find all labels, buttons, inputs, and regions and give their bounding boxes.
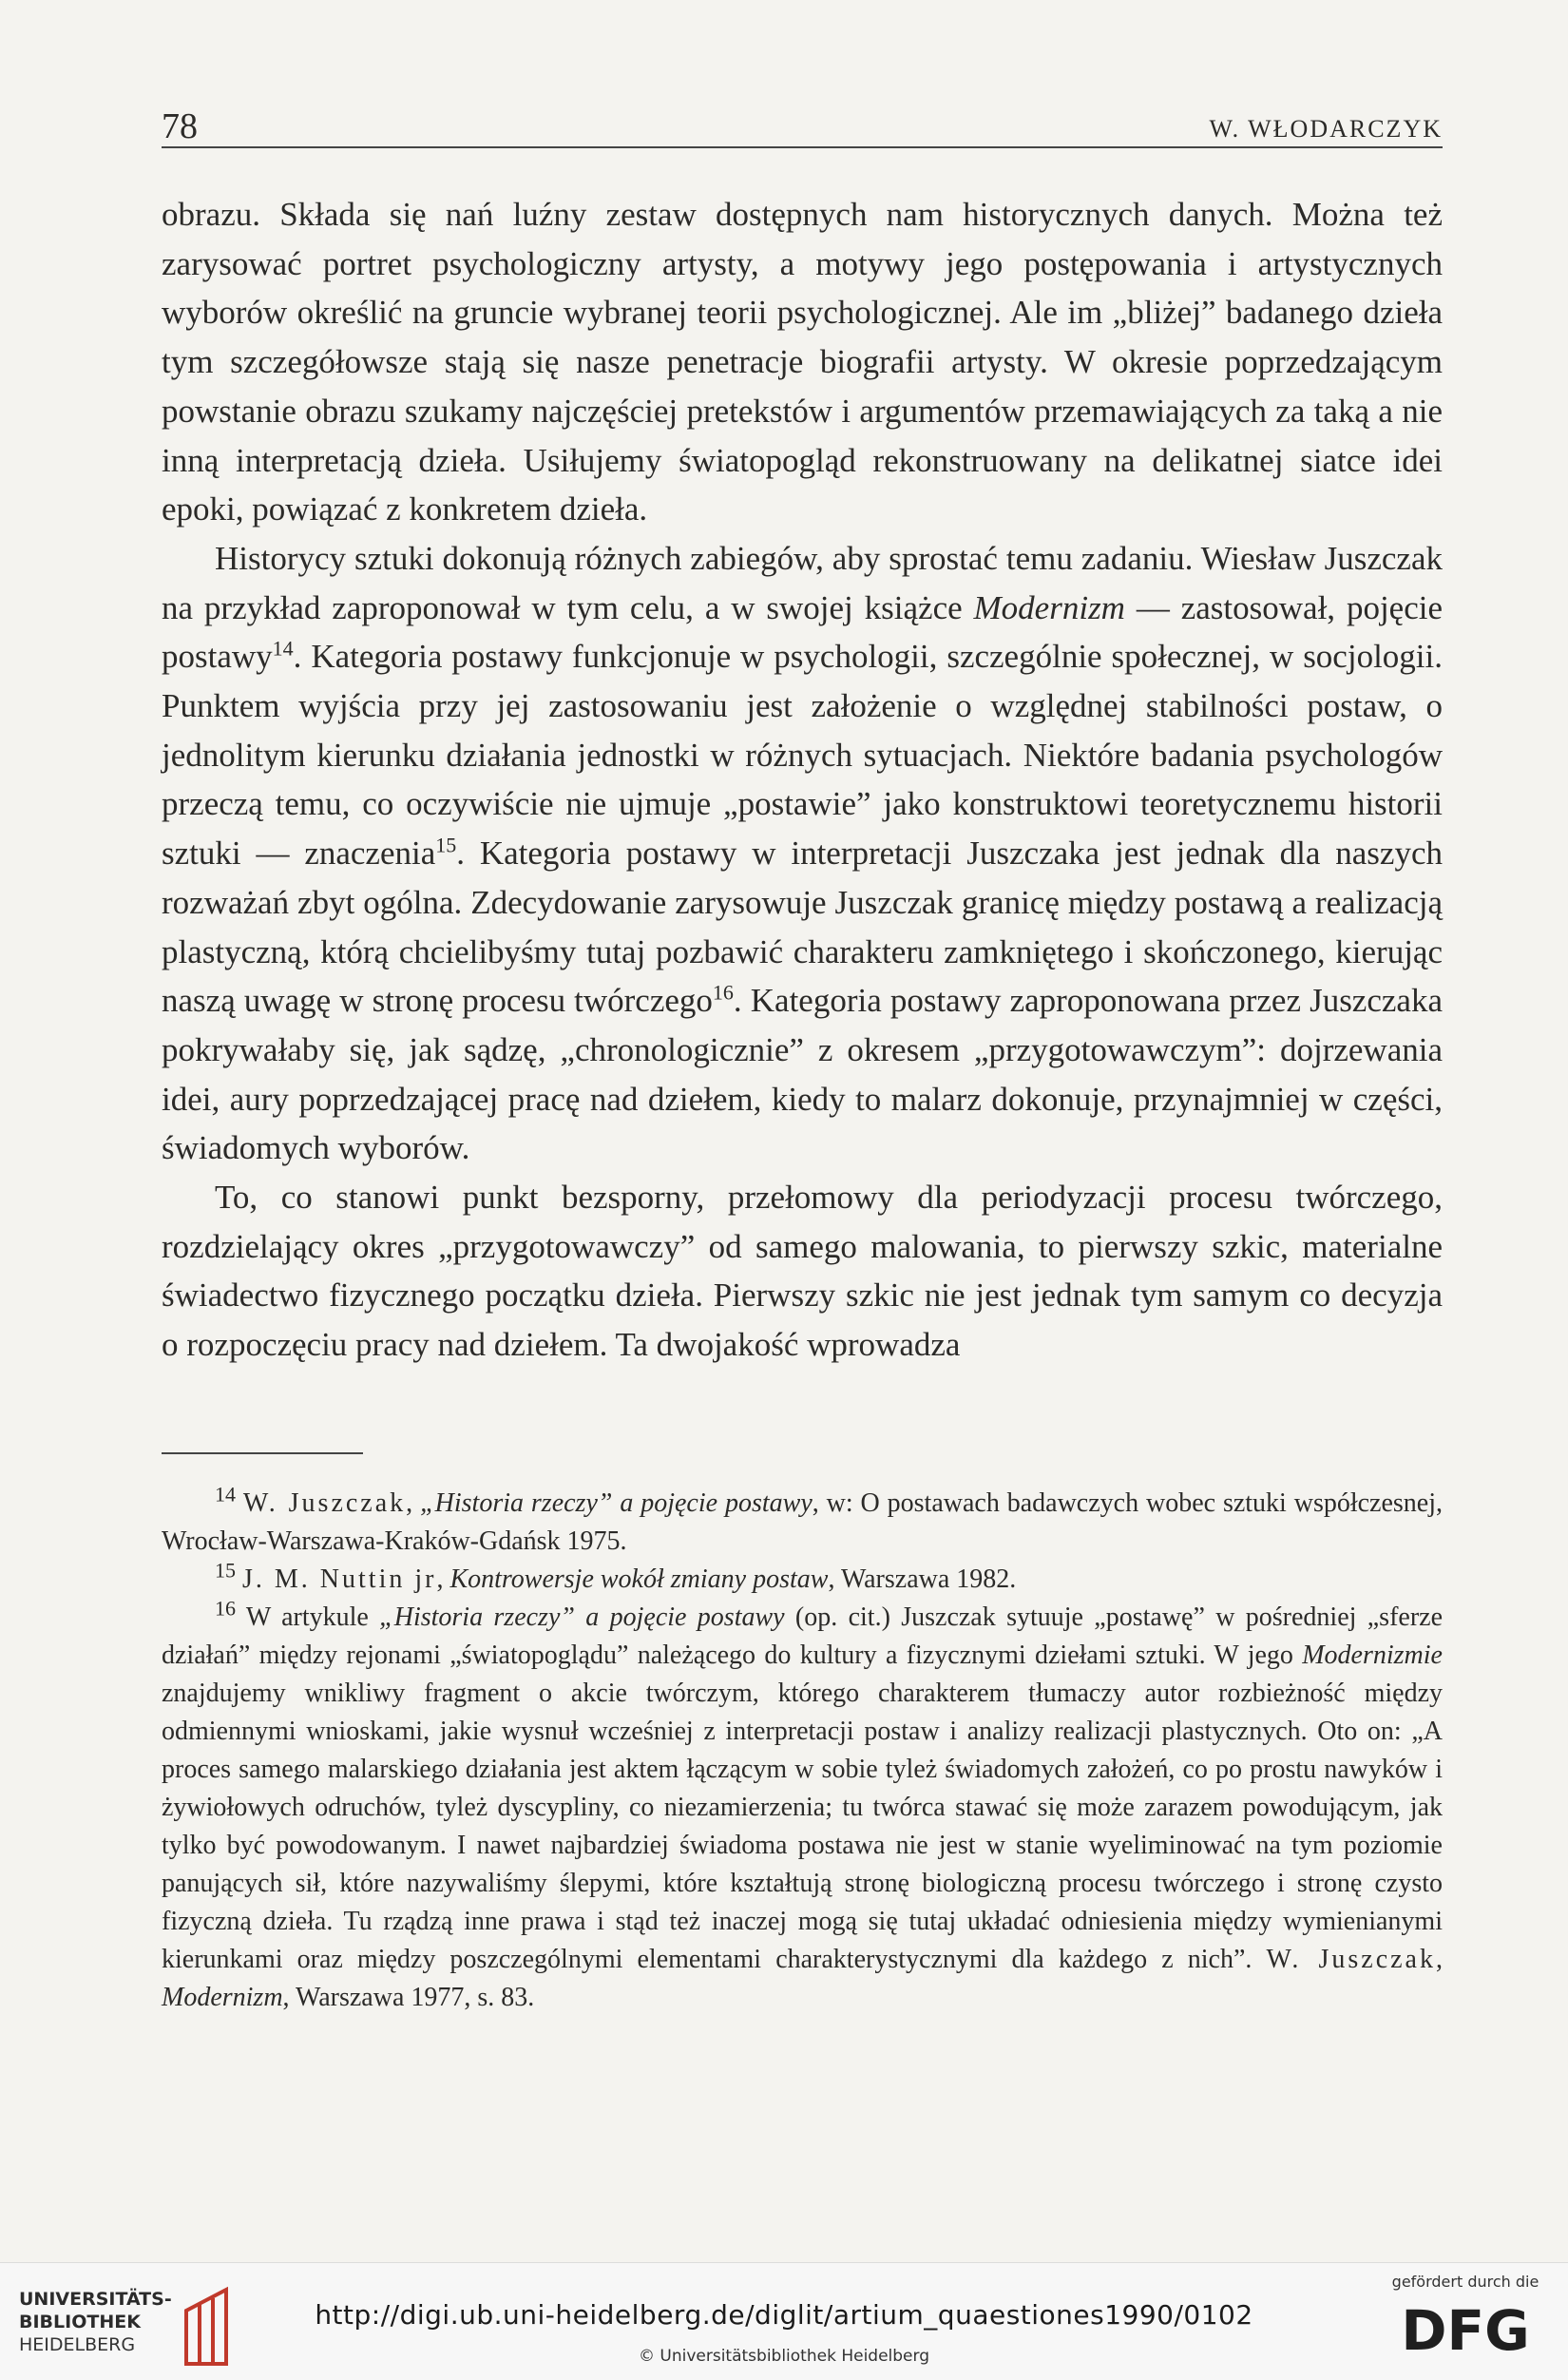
library-name-line-3: HEIDELBERG bbox=[19, 2334, 136, 2355]
digitization-footer bbox=[0, 2262, 1568, 2380]
footnote-rule bbox=[162, 1452, 363, 1454]
footnote-14 bbox=[162, 1482, 1444, 1561]
footnote-text: , bbox=[406, 1488, 421, 1518]
paragraph-2-text-d: . Kategoria postawy w interpretacji Juszczaka jest jednak dla naszych rozważań zbyt ogólna. Zdecydowanie zarysowuje Juszczak granicę między postawą a realizacją plastyczną, którą chcielibyśmy tutaj pozbawić charakteru zamkniętego i skończonego, kierując naszą uwagę w stronę procesu twórczego bbox=[162, 835, 1443, 1020]
dfg-funding-block bbox=[1389, 2273, 1541, 2361]
footnote-number: 16 bbox=[215, 1596, 236, 1621]
footnote-title: „Historia rzeczy” a pojęcie postawy bbox=[379, 1603, 785, 1632]
paragraph-3: To, co stanowi punkt bezsporny, przełomowy dla periodyzacji procesu twórczego, rozdzielający okres „przygotowawczy” od samego malowania, to pierwszy szkic, materialne świadectwo fizycznego początku dzieła. Pierwszy szkic nie jest jednak tym samym co decyzja o rozpoczęciu pracy nad dziełem. Ta dwojakość wprowadza bbox=[162, 1179, 1443, 1364]
footnote-text: znajdujemy wnikliwy fragment o akcie twórczym, którego charakterem tłumaczy autor rozbieżność między odmiennymi wnioskami, jakie wysnuł wcześniej z interpretacji postaw i analizy realizacji plastycznych. Oto on: „A proces samego malarskiego działania jest aktem łączącym w sobie tyleż świadomych założeń, co po prostu nawyków i żywiołowych odruchów, tyleż dyscypliny, co niezamierzenia; tu twórca stawać się może zarazem powodującym, jak tylko być powodowanym. I nawet najbardziej świadoma postawa nie jest w stanie wyeliminować na tym poziomie panujących sił, które nazywaliśmy ślepymi, które kształtują stronę biologiczną procesu twórczego i stronę czysto fizyczną dzieła. Tu rządzą inne prawa i stąd też inaczej mogą się tutaj układać odniesienia między wymienianymi kierunkami oraz między poszczególnymi elementami charakterystycznymi dla każdego z nich”. bbox=[162, 1679, 1443, 1974]
footnote-ref-16: 16 bbox=[712, 980, 734, 1005]
permalink-url[interactable]: http://digi.ub.uni-heidelberg.de/diglit/artium_quaestiones1990/0102 bbox=[315, 2299, 1253, 2331]
footnote-title: Modernizm bbox=[162, 1983, 283, 2012]
paragraph-2 bbox=[162, 534, 1443, 1173]
footnote-16 bbox=[162, 1596, 1444, 2017]
paragraph-2-text-c: . Kategoria postawy funkcjonuje w psychologii, szczególnie społecznej, w socjologii. Punktem wyjścia przy jej zastosowaniu jest założenie o względnej stabilności postaw, o jednolitym kierunku działania jednostki w różnych sytuacjach. Niektóre badania psychologów przeczą temu, co oczywiście nie ujmuje „postawie” jako konstruktowi teoretycznemu historii sztuki — znaczenia bbox=[162, 638, 1443, 873]
library-name-line-2: BIBLIOTHEK bbox=[19, 2312, 141, 2332]
page-number: 78 bbox=[162, 106, 198, 146]
running-head bbox=[162, 103, 1443, 148]
footnote-title: Kontrowersje wokół zmiany postaw bbox=[449, 1564, 829, 1594]
body-text bbox=[162, 190, 1443, 1370]
footnote-ref-14: 14 bbox=[272, 636, 294, 661]
footnote-text: , Warszawa 1977, s. 83. bbox=[282, 1983, 535, 2012]
footnote-title: Modernizmie bbox=[1302, 1641, 1443, 1670]
library-name-line-1: UNIVERSITÄTS- bbox=[19, 2289, 172, 2310]
footnote-text: , bbox=[1435, 1945, 1443, 1974]
dfg-logo-icon[interactable] bbox=[1389, 2294, 1541, 2361]
footnote-ref-15: 15 bbox=[435, 833, 457, 857]
book-title-modernizm: Modernizm bbox=[973, 588, 1125, 626]
funded-by-label: gefördert durch die bbox=[1391, 2273, 1539, 2291]
dfg-logo-text: DFG bbox=[1401, 2298, 1530, 2361]
footnote-author: W. Juszczak bbox=[1266, 1945, 1436, 1974]
footnote-author: J. M. Nuttin jr bbox=[242, 1564, 437, 1594]
footnotes bbox=[162, 1482, 1444, 2017]
footnote-author: W. Juszczak bbox=[242, 1488, 407, 1518]
footnote-title: „Historia rzeczy” a pojęcie postawy bbox=[420, 1488, 813, 1518]
footnote-number: 15 bbox=[215, 1558, 236, 1583]
paragraph-2-text-b: — zastosował, pojęcie postawy bbox=[162, 588, 1443, 676]
footnote-text: , bbox=[436, 1564, 450, 1594]
paragraph-2-text-a: Historycy sztuki dokonują różnych zabiegów, aby sprostać temu zadaniu. Wiesław Juszczak na przykład zaproponował w tym celu, a w swojej książce bbox=[162, 539, 1443, 626]
paragraph-2-text-e: . Kategoria postawy zaproponowana przez Juszczaka pokrywałaby się, jak sądzę, „chronologicznie” z okresem „przygotowawczym”: dojrzewania idei, aury poprzedzającej pracę nad dziełem, kiedy to malarz dokonuje, przynajmniej w części, świadomych wyborów. bbox=[162, 982, 1443, 1167]
copyright-notice: © Universitätsbibliothek Heidelberg bbox=[638, 2347, 929, 2366]
footnote-text: , Warszawa 1982. bbox=[828, 1564, 1017, 1594]
footnote-number: 14 bbox=[215, 1482, 236, 1507]
footnote-15 bbox=[162, 1558, 1443, 1599]
running-head-author: W. WŁODARCZYK bbox=[1209, 115, 1443, 143]
footnote-text: , w: O postawach badawczych wobec sztuki współczesnej, Wrocław-Warszawa-Kraków-Gdańsk 1975. bbox=[162, 1488, 1444, 1556]
footnote-text: (op. cit.) Juszczak sytuuje „postawę” w pośredniej „sferze działań” między rejonami „światopoglądu” należącego do kultury a fizycznymi dziełami sztuki. W jego bbox=[162, 1603, 1444, 1670]
footnote-text: W artykule bbox=[236, 1603, 380, 1632]
paragraph-1: obrazu. Składa się nań luźny zestaw dostępnych nam historycznych danych. Można też zarysować portret psychologiczny artysty, a motywy jego postępowania i artystycznych wyborów określić na gruncie wybranej teorii psychologicznej. Ale im „bliżej” badanego dzieła tym szczegółowsze stają się nasze penetracje biografii artysty. W okresie poprzedzającym powstanie obrazu szukamy najczęściej pretekstów i argumentów przemawiających za taką a nie inną interpretacją dzieła. Usiłujemy światopogląd rekonstruowany na delikatnej siatce idei epoki, powiązać z konkretem dzieła. bbox=[162, 196, 1443, 528]
